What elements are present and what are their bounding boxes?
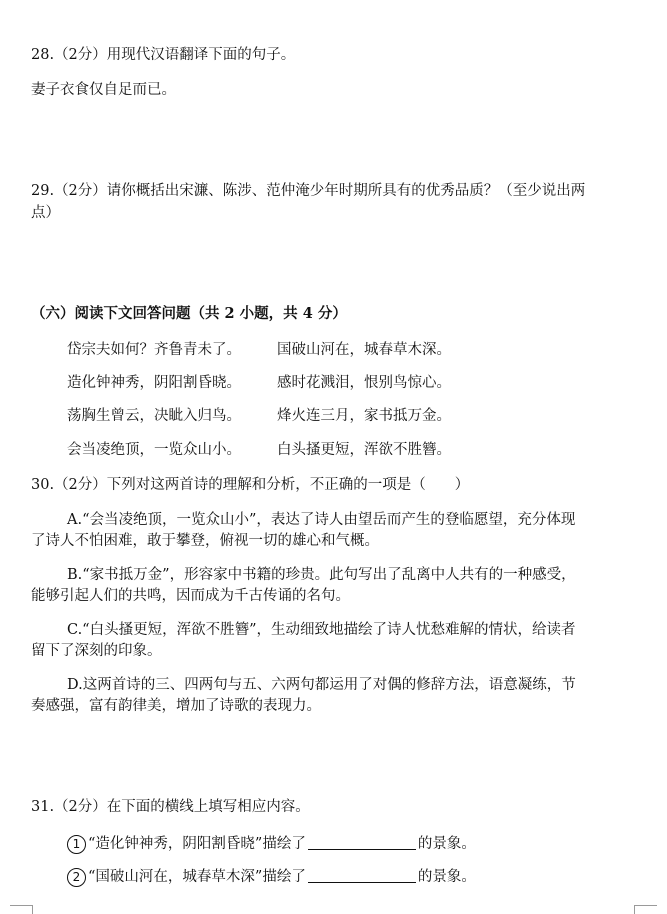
poem-line-right: 烽火连三月，家书抵万金。 [277,408,451,424]
q31-prompt: 31.（2分）在下面的横线上填写相应内容。 [31,799,310,815]
answer-blank-1[interactable] [308,833,416,850]
poem-line-left: 岱宗夫如何？齐鲁青未了。 [67,342,241,358]
q30-option-d-line1: D.这两首诗的三、四两句与五、六两句都运用了对偶的修辞方法，语意凝练，节 [67,677,576,693]
q30-option-a-line2: 了诗人不怕困难，敢于攀登，俯视一切的雄心和气概。 [31,533,379,549]
circled-number-1: 1 [67,835,86,854]
q31-item-2-suffix: 的景象。 [417,869,476,885]
poem-row [67,440,451,460]
q30-option-c-line2: 留下了深刻的印象。 [31,643,162,659]
page-corner-mark-right [634,905,657,914]
q28-sentence: 妻子衣食仅自足而已。 [31,82,176,98]
q31-item-2 [67,866,476,887]
q30-option-c-line1: C.“白头搔更短，浑欲不胜簪”，生动细致地描绘了诗人忧愁难解的情状，给读者 [67,622,576,638]
page-corner-mark-left [10,905,33,914]
poem-line-right: 国破山河在，城春草木深。 [277,342,451,358]
answer-blank-2[interactable] [308,866,416,883]
poem-row [67,340,451,360]
q29-prompt-line1: 29.（2分）请你概括出宋濂、陈涉、范仲淹少年时期所具有的优秀品质？（至少说出两 [31,183,586,199]
q30-option-b-line2: 能够引起人们的共鸣，因而成为千古传诵的名句。 [31,588,350,604]
circled-number-2: 2 [67,868,86,887]
poem-row [67,373,451,393]
q30-prompt: 30.（2分）下列对这两首诗的理解和分析，不正确的一项是（ ） [31,477,470,493]
poem-line-right: 感时花溅泪，恨别鸟惊心。 [277,375,451,391]
q30-option-b-line1: B.“家书抵万金”，形容家中书籍的珍贵。此句写出了乱离中人共有的一种感受， [67,567,576,583]
q30-option-a-line1: A.“会当凌绝顶，一览众山小”，表达了诗人由望岳而产生的登临愿望，充分体现 [67,512,576,528]
q28-prompt: 28.（2分）用现代汉语翻译下面的句子。 [31,47,296,63]
section-6-heading: （六）阅读下文回答问题（共 2 小题，共 4 分） [31,305,347,322]
q31-item-1 [67,833,476,854]
poem-line-right: 白头搔更短，浑欲不胜簪。 [277,442,451,458]
q31-item-1-text: “造化钟神秀，阴阳割昏晓”描绘了 [88,836,306,852]
q31-item-2-text: “国破山河在，城春草木深”描绘了 [88,869,306,885]
poem-line-left: 会当凌绝顶，一览众山小。 [67,442,241,458]
q29-prompt-line2: 点） [31,205,60,221]
poem-row [67,406,451,426]
poem-line-left: 荡胸生曾云，决眦入归鸟。 [67,408,241,424]
q31-item-1-suffix: 的景象。 [417,836,476,852]
q30-option-d-line2: 奏感强，富有韵律美，增加了诗歌的表现力。 [31,698,321,714]
poem-line-left: 造化钟神秀，阴阳割昏晓。 [67,375,241,391]
